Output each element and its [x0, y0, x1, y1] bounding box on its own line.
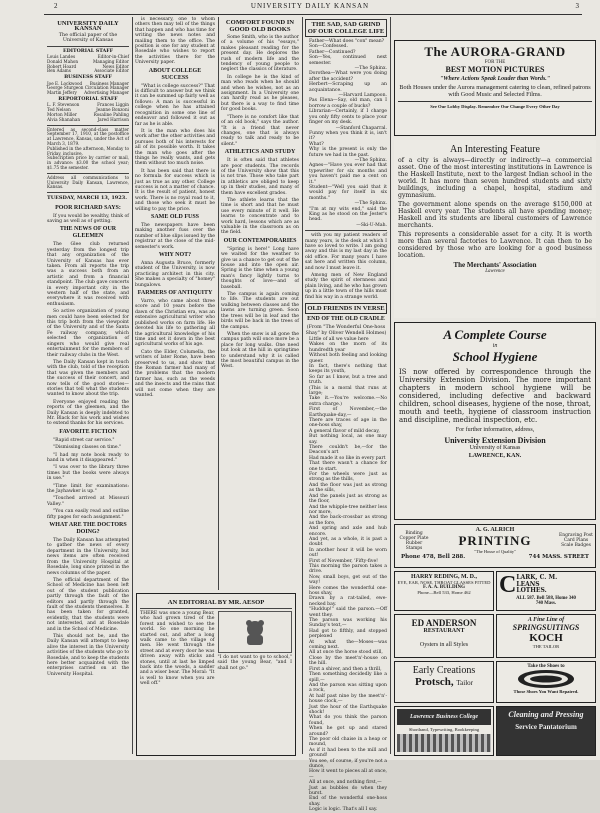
interesting-title: An Interesting Feature — [450, 144, 540, 155]
paragraph: It has been said that there is no formula for success which is just as true as any other. College success is not a matter of chance. It is the result of patient, honest work. There is no royal road to it, and those who seek it must be willing to pay the price. — [135, 168, 215, 212]
interesting-city: Lawrence — [485, 269, 505, 274]
editorial-staff-list — [47, 55, 129, 74]
hygiene-title-2: in — [492, 343, 498, 349]
staff-row: L. F. Stevenson Frances Liggin — [47, 102, 129, 108]
reporters-list — [47, 103, 129, 122]
reportorial-staff-label: REPORTORIAL STAFF — [58, 96, 118, 103]
interesting-p3: This represents a considerable asset for a city. It is worth more than several factories to Lawrence. It can then to be considered by those who are looking for a good business location. — [398, 231, 592, 259]
protsch-name: Protsch, — [415, 676, 454, 688]
business-college-sub: Shorthand, Typewriting, Bookkeeping — [408, 727, 480, 732]
paragraph: The Daily Kansan has attempted to gather the news of every department in the University, but news items are often received from the University Hospital at Rosedale, long since printed in the news columns of the paper. — [47, 538, 129, 576]
editorial-staff-label: EDITORIAL STAFF — [62, 47, 114, 54]
ad-reding — [394, 571, 494, 611]
fiction-item: "I was over to the library three times but the books were always in use." — [47, 465, 129, 482]
paragraph: Varro, who came about three score and 10 years before the dawn of the Christian era, was an extensive agricultural writer who published works on farm life. He devoted his life to gathering all the agricultural knowledge of his time and set it down in the best agricultural works of his age. — [135, 299, 215, 348]
alrich-tag: "The House of Quality" — [474, 549, 516, 554]
heading-gleemen: THE NEWS OF OUR GLEEMEN — [59, 226, 117, 240]
reding-line: EYE, EAR, NOSE, THROAT GLASSES FITTED — [397, 580, 491, 585]
fiction-item: "I had my note book ready to hand in when it disappeared." — [47, 452, 129, 464]
fiction-item: "Touched arrived at Missouri Valley." — [47, 496, 129, 507]
joke-6: "I'm at my wits end," said the King as he stood on the Jester's head. —Ski-U-Mah. — [309, 206, 387, 228]
anderson-name: ED ANDERSON — [411, 618, 477, 628]
anderson-foot: Oysters in all Styles — [419, 642, 469, 648]
ad-shoe-repair — [496, 661, 596, 703]
aurora-quote: "Where Actions Speak Louder than Words." — [439, 76, 551, 82]
paragraph: The Glee club returned yesterday from the longest trip that any organization of the University of Kansas has ever taken. From all reports the trip was a success both from an artistic and from a financial standpoint. The club gave concerts in every important city in the western half of the state, and everywhere it was received with enthusiasm. — [47, 242, 129, 307]
clark-address: 740 Mass. — [535, 601, 557, 606]
reding-phone: Phone—Bell 533, Home 462 — [417, 590, 471, 595]
heading-college-success: ABOUT COLLEGE SUCCESS — [148, 67, 202, 81]
staff-row: Joe E. Lockwood Business Manager — [47, 80, 129, 86]
paragraph: "What is college success?" That is difficult to answer but we think it can be summed up fairly well as follows: A man is successful in college when he has attained recognition in some one line of endeavor and followed it out as far as he is able. — [135, 83, 215, 127]
entered-notice: Entered as second-class matter September 17, 1910, at the postoffice at Lawrence, Kansas, under the Act of March 3, 1879. — [47, 126, 129, 146]
staff-row: Martin Jeffery Advertising Manager — [47, 90, 129, 96]
staff-row: Donald Mahon Managing Editor — [47, 58, 129, 64]
published-notice: Published in the afternoon, Monday to Friday, inclusive. — [47, 145, 129, 156]
column-divider — [390, 17, 391, 754]
ad-cleaning-pressing — [496, 706, 596, 756]
paragraph: is necessary, one to whom others then may tell of the things that happen and who has time for writing the news notes and mailing them to the office. The position is one for any student at Rosedale who wishes to report the activities there for the University paper. — [135, 17, 215, 66]
hygiene-body: IS now offered by correspondence through the University Extension Division. The more important chapters in modern school hygiene will be considered, including defective and backward children, school diseases, hygiene of the nose, throat, mouth and teeth, hygiene of classroom instruction and discipline, medical inspection, etc. — [399, 368, 591, 424]
hygiene-city: LAWRENCE, KAN. — [468, 453, 522, 459]
heading-doctors: WHAT ARE THE DOCTORS DOING? — [49, 522, 127, 536]
aurora-line: BEST MOTION PICTURES — [445, 65, 545, 74]
paragraph: Anna Augusta Bruce, formerly student of the University, is now practicing architect in this city. She makes a specialty of "homey" bungalows. — [135, 261, 215, 288]
paragraph: If you would be wealthy, think of saving as well as of getting. — [47, 213, 129, 224]
aesop-editorial-box — [136, 593, 296, 756]
hygiene-title-1: A Complete Course — [443, 327, 547, 342]
ad-business-college — [394, 706, 494, 756]
paragraph: This should not be, and the Daily Kansan will attempt to keep alive the interest in the University activities of the students who go to Rosedale, and to keep the students here better acquainted with the enterprises carried on at the University Hospital. — [47, 633, 129, 677]
joke-3: Pas Elena—Say, old man, can I borrow a couple of bucks? Librarian—Certainly, if I charge you only fifty cents to place your finger on my desk. —Stanford Chaparral. — [309, 98, 387, 131]
reding-name: HARRY REDING, M. D., — [410, 574, 478, 580]
aurora-foot: See Our Lobby Display. Remember Our Change Every Other Day — [398, 101, 592, 109]
cleaning-sub: Service Pantatorium — [515, 723, 577, 731]
paragraph: The official department of the School of Medicine has been left out of the student publication partly through the fault of the editors and partly through the fault of the students themselves. It has been taken for granted, evidently, that the students were not interested, and at Rosedale and in the School of Medicine. — [47, 577, 129, 632]
anderson-sub: RESTAURANT — [423, 628, 465, 634]
heading-sad-grind: THE SAD, SAD GRIND OF OUR COLLEGE LIFE — [305, 19, 387, 37]
staff-row: George Sturgeon Circulation Manager — [47, 85, 129, 91]
ad-anderson — [394, 614, 494, 658]
fiction-item: "You can easily read and outline fifty pages for each assignment." — [47, 509, 129, 520]
joke-1: Father—What does "con" mean? Son—Confessed. Father—Continued? Son—Yes, continued next semester. —The Sphinx. — [309, 39, 387, 72]
paragraph: When the snow is all gone the campus path will once more be a place for long walks. One need but look at the hill in springtime to understand why it is called the most beautiful campus in the West. — [221, 331, 299, 370]
staff-row: Ben Adams Associate Editor — [47, 68, 129, 74]
clark-line-2: LEANS — [516, 580, 540, 588]
hygiene-dept: University Extension Division — [444, 436, 546, 445]
aurora-body: Both Houses under the Aurora management catering to clean, refined patrons with Good Music and Selected Films. — [399, 84, 591, 98]
paragraph: The newspapers have been making another fuss over the number of blue slips issued by the registrar at the close of the mid-semester's work. — [135, 223, 215, 250]
verse-source: (From "The Wonderful One-hoss Shay" by Oliver Wendell Holmes) — [305, 325, 387, 336]
hygiene-univ: University of Kansas — [469, 445, 521, 451]
heading-old-friends: OLD FRIENDS IN VERSE — [305, 303, 387, 314]
clark-line-3: LOTHES. — [516, 587, 547, 595]
masthead-subtitle: The official paper of the University of Kansas — [58, 32, 118, 44]
shoe-sub: Those Shoes You Want Repaired. — [513, 689, 579, 694]
staff-row: Robert Hoard News Editor — [47, 63, 129, 69]
paragraph: The Daily Kansan kept in touch with the club, told of the reception that was given the members and the success of their concert, and now tells of the good stories—stories that tell what the students wanted to know about the trip. — [47, 359, 129, 398]
column-divider — [132, 17, 133, 754]
fiction-item: "Dismissing classes on time." — [53, 445, 122, 451]
clark-initial: C — [499, 572, 517, 598]
hygiene-info: For further information, address, — [455, 427, 535, 433]
koch-line-1: A Fine Line of — [527, 617, 565, 623]
business-staff-label: BUSINESS STAFF — [64, 74, 112, 81]
top-rule — [44, 14, 582, 15]
heading-poor-richard: POOR RICHARD SAYS: — [55, 204, 121, 211]
joke-4: Funny when you think it is, isn't it? What? Why is the present is only the future we had in the past. —The Sphinx. — [309, 130, 387, 163]
aurora-title: The AURORA-GRAND — [424, 44, 566, 59]
staff-row: Louis Landes Editor-in-Chief — [47, 54, 129, 60]
address-notice: Address all communications to University Daily Kansan, Lawrence, Kansas. — [47, 174, 129, 190]
alrich-left: Binding Copper Plate Rubber Stamps — [399, 530, 429, 551]
fiction-item: "Rapid street car service." — [53, 437, 115, 443]
staff-row: Morton Miller Rosaline Pahling — [47, 112, 129, 118]
alrich-phone: Phone 478, Bell 288. — [401, 554, 466, 560]
koch-line-2: SPRINGSUITINGS — [512, 623, 580, 632]
ad-alrich-printing — [394, 524, 596, 568]
ad-school-hygiene — [394, 322, 596, 520]
paragraph: Some Smith, who is the author of a volume of his "essays," makes pleasant reading for the present day. He deplores the rush of modern life and the tendency of young people to neglect the classics of literature. — [221, 35, 299, 73]
paragraph: It is often said that athletes are poor students. The records of the University show that this is not true. Those who take part in athletics are obliged to keep up in their studies, and many of them have excellent grades. — [221, 158, 299, 196]
koch-name: KOCH — [529, 632, 563, 644]
clark-line-1: LARK, C. M. — [516, 574, 558, 582]
heading-why-not: WHY NOT? — [158, 252, 192, 259]
paragraph: The athlete learns that the time is short and that he must use every minute of it well. He learns to concentrate and to work hard, lessons which are as valuable in the classroom as on the field. — [221, 197, 299, 236]
paragraph: "There is no comfort like that of an old book," says the author. "It is a friend that never changes, one that is always ready to talk and ready to be silent." — [221, 114, 299, 147]
column-divider — [302, 17, 303, 754]
staff-row: Ted Nelson Jeanne Bonzoni — [47, 107, 129, 113]
alrich-printing: PRINTING — [458, 533, 532, 548]
paragraph: Everyone enjoyed reading the reports of the gleemen, and the Daily Kansan is deeply indebted to Mr. Black for his work and wishes to extend thanks for his services. — [47, 399, 129, 427]
paragraph: Among men of New England study the spirit of sternness and plain living, and he who has grown up in a little town of the hills must find his way in a strange world. — [305, 273, 387, 300]
alrich-address: 744 MASS. STREET — [528, 554, 589, 560]
heading-same-old-fuss: SAME OLD FUSS — [150, 214, 199, 220]
column-divider — [218, 17, 219, 590]
shoe-logo-icon — [499, 669, 593, 689]
shoe-line-1: Take the Shoes to — [527, 664, 565, 669]
business-college-building-icon — [397, 734, 491, 752]
interesting-signature: The Merchants' Association — [453, 261, 537, 269]
heading-farmers: FARMERS OF ANTIQUITY — [137, 290, 213, 297]
business-college-name: Lawrence Business College — [397, 709, 491, 725]
aurora-for-the: FOR THE — [484, 60, 506, 65]
heading-old-cradle: END OF THE OLD CRADLE — [307, 316, 385, 323]
clark-phone: ALL 587. Bell 588, Home 340 — [516, 596, 576, 601]
subscription-notice: Subscription price by carrier or mail, in advance: $3.00 the school year; $1.75 the semester. — [47, 155, 129, 170]
column-4 — [305, 17, 387, 813]
fable-text: THERE was once a young Bear, who had grown tired of the forest and wished to see the world. So one morning he started out, and after a long walk came to the village of men. He went through the street and at every door he was driven away with sticks and stones, until at last he limped back into the woods, a sadder and a wiser bear. The Moral: "It is well to know when you are well off." — [140, 611, 215, 687]
page-number-right: 3 — [575, 2, 580, 10]
hygiene-title-3: School Hygiene — [452, 349, 538, 364]
running-head-title: UNIVERSITY DAILY KANSAN — [250, 2, 370, 10]
ad-clark-cleans — [496, 571, 596, 611]
heading-contemporaries: OUR CONTEMPORARIES — [223, 237, 297, 244]
heading-favorite-fiction: FAVORITE FICTION — [59, 428, 117, 435]
reding-building: F. A. A. BUILDING — [422, 585, 466, 590]
paragraph: "Spring is here!" Long have we waited for the weather to give us a chance to get out of the house and into the open air. Spring is the time when a young man's fancy lightly turns to thoughts of love—and of baseball. — [221, 246, 299, 290]
fiction-item: "Time limit for examinations: the Jayhawker is up." — [47, 483, 129, 495]
interesting-p1: of a city is always—directly or indirectly—a commercial asset. One of the most interesting institutions in Lawrence is the Haskell Institute, next to the largest Indian school in the world. It has more than seven hundred students and sixty buildings, including a chapel, hospital, stadium and gymnasium. — [398, 157, 592, 199]
cleaning-line-1: Cleaning and Pressing — [508, 710, 584, 719]
staff-row: Alvia Shanahan Jared Harrison — [47, 116, 129, 122]
paragraph: with you my patient readers of many years, is the desk at which I have so loved to write. I am going away and this is my last day in the old office. For many years I have sat here and written this column, and now I must leave it. — [305, 233, 387, 271]
protsch-tag: Tailor — [456, 679, 473, 687]
ad-interesting-feature — [394, 140, 596, 318]
joke-2: Dorothea—What were you doing after the accident? Herbert—Scraping up an acquaintance. —Harvard Lampoon. — [309, 71, 387, 99]
verse: Little of all we value here Wakes on the morn of its hundredth year Without both feeling and looking queer. In fact, there's nothing that keeps its youth, So far as I know, but a tree and truth. (This is a moral that runs at large; Take it.—You're welcome.—No extra charge.) First of November,—the Earthquake-day,— There are traces of age in the one-hoss shay, A general flavor of mild decay, But nothing local, as one may say. There couldn't be,—for the Deacon's art Had made it so like in every part That there wasn't a chance for one to start. For the wheels were just as strong as the thills, And the floor was just as strong as the sills, And the panels just as strong as the floor, And the whipple-tree neither less nor more, And the back-crossbar as strong as the fore, And spring and axle and hub encore. And yet, as a whole, it is past a doubt In another hour it will be worn out! First of November, 'Fifty-five! This morning the parson takes a drive. Now, small boys, get out of the way! Here comes the wonderful one-hoss shay, Drawn by a rat-tailed, ewe-necked bay. "Huddup!" said the parson.—Off went they. The parson was working his Sunday's text,— Had got to fifthly, and stopped perplexed At what the—Moses—was coming next. All at once the horse stood still, Close by the meet'n'-house on the hill. First a shiver, and then a thrill, Then something decidedly like a spill,— And the parson was sitting upon a rock, At half past nine by the meet'n'-house clock,— Just the hour of the Earthquake shock! What do you think the parson found, When he got up and stared around? The poor old chaise in a heap or mound, As if it had been to the mill and ground! You see, of course, if you're not a dunce, How it went to pieces all at once,— All at once, and nothing first,— Just as bubbles do when they burst. End of the wonderful one-hoss shay. Logic is logic. That's all I say. — [309, 336, 387, 813]
column-1 — [47, 17, 129, 756]
issue-date: TUESDAY, MARCH 13, 1923. — [47, 195, 127, 202]
alrich-name: A. G. ALRICH — [475, 527, 515, 533]
protsch-line-1: Early Creations — [412, 665, 476, 676]
divider — [47, 46, 129, 47]
alrich-right: Engraving Post Card Plans Scale Badges — [559, 533, 593, 548]
ad-aurora-grand — [394, 40, 596, 136]
paragraph: Cato the Elder, Columella, the writers of later Rome, have been preserved to us, and show that the Roman farmer had many of the problems that the modern farmer has, such as the weeds and the insects and the rains that will not come when they are wanted. — [135, 349, 215, 398]
bear-illustration-icon — [218, 611, 293, 653]
masthead: UNIVERSITY DAILY KANSAN — [57, 20, 119, 33]
ad-protsch — [394, 661, 494, 703]
paragraph: It is the man who does his work after the other activities and pursues both of his interests for all of its possible worth. It takes the man who goes after the things he really wants, and gets them without too much noise. — [135, 128, 215, 167]
paragraph: The campus is again coming to life. The students are out walking between classes and the lawns are turning green. Soon the trees will be in leaf and the birds will be back in the trees of the campus. — [221, 292, 299, 330]
interesting-p2: The government alone spends on the average $150,000 at Haskell every year. The students all have spending money; Haskell and its students are liberal customers of Lawrence merchants. — [398, 201, 592, 229]
heading-comfort: COMFORT FOUND IN GOOD OLD BOOKS — [225, 19, 295, 33]
joke-5: Agnes—"Have you ever had that typewriter for six months and you haven't paid me a cent on it." Student—"Well you said that it would pay for itself in six months." —The Sphinx. — [309, 163, 387, 207]
heading-athletics: ATHLETICS AND STUDY — [224, 149, 296, 156]
ad-koch — [496, 614, 596, 658]
page-number-left: 2 — [54, 2, 59, 10]
koch-tag: THE TAILOR — [532, 644, 560, 649]
business-staff-list — [47, 82, 129, 96]
column-3 — [221, 17, 299, 590]
fable-end: "I do not want to go to school," said the young Bear, "and I shall not go." — [217, 655, 292, 671]
aesop-title: AN EDITORIAL BY MR. AESOP — [167, 599, 265, 606]
paragraph: So active organization of young men could have been selected for this trip both from the viewpoint of the University and of the Santa Fe railway company, which selected the organization of singers who would give real entertainment for the members of their railway clubs in the West. — [47, 309, 129, 358]
paragraph: In college he is the kind of man who reads when he should and when he wishes, not as an assignment. In a University one can hardly read as he pleases, but there is a way to find time for good books. — [221, 74, 299, 113]
